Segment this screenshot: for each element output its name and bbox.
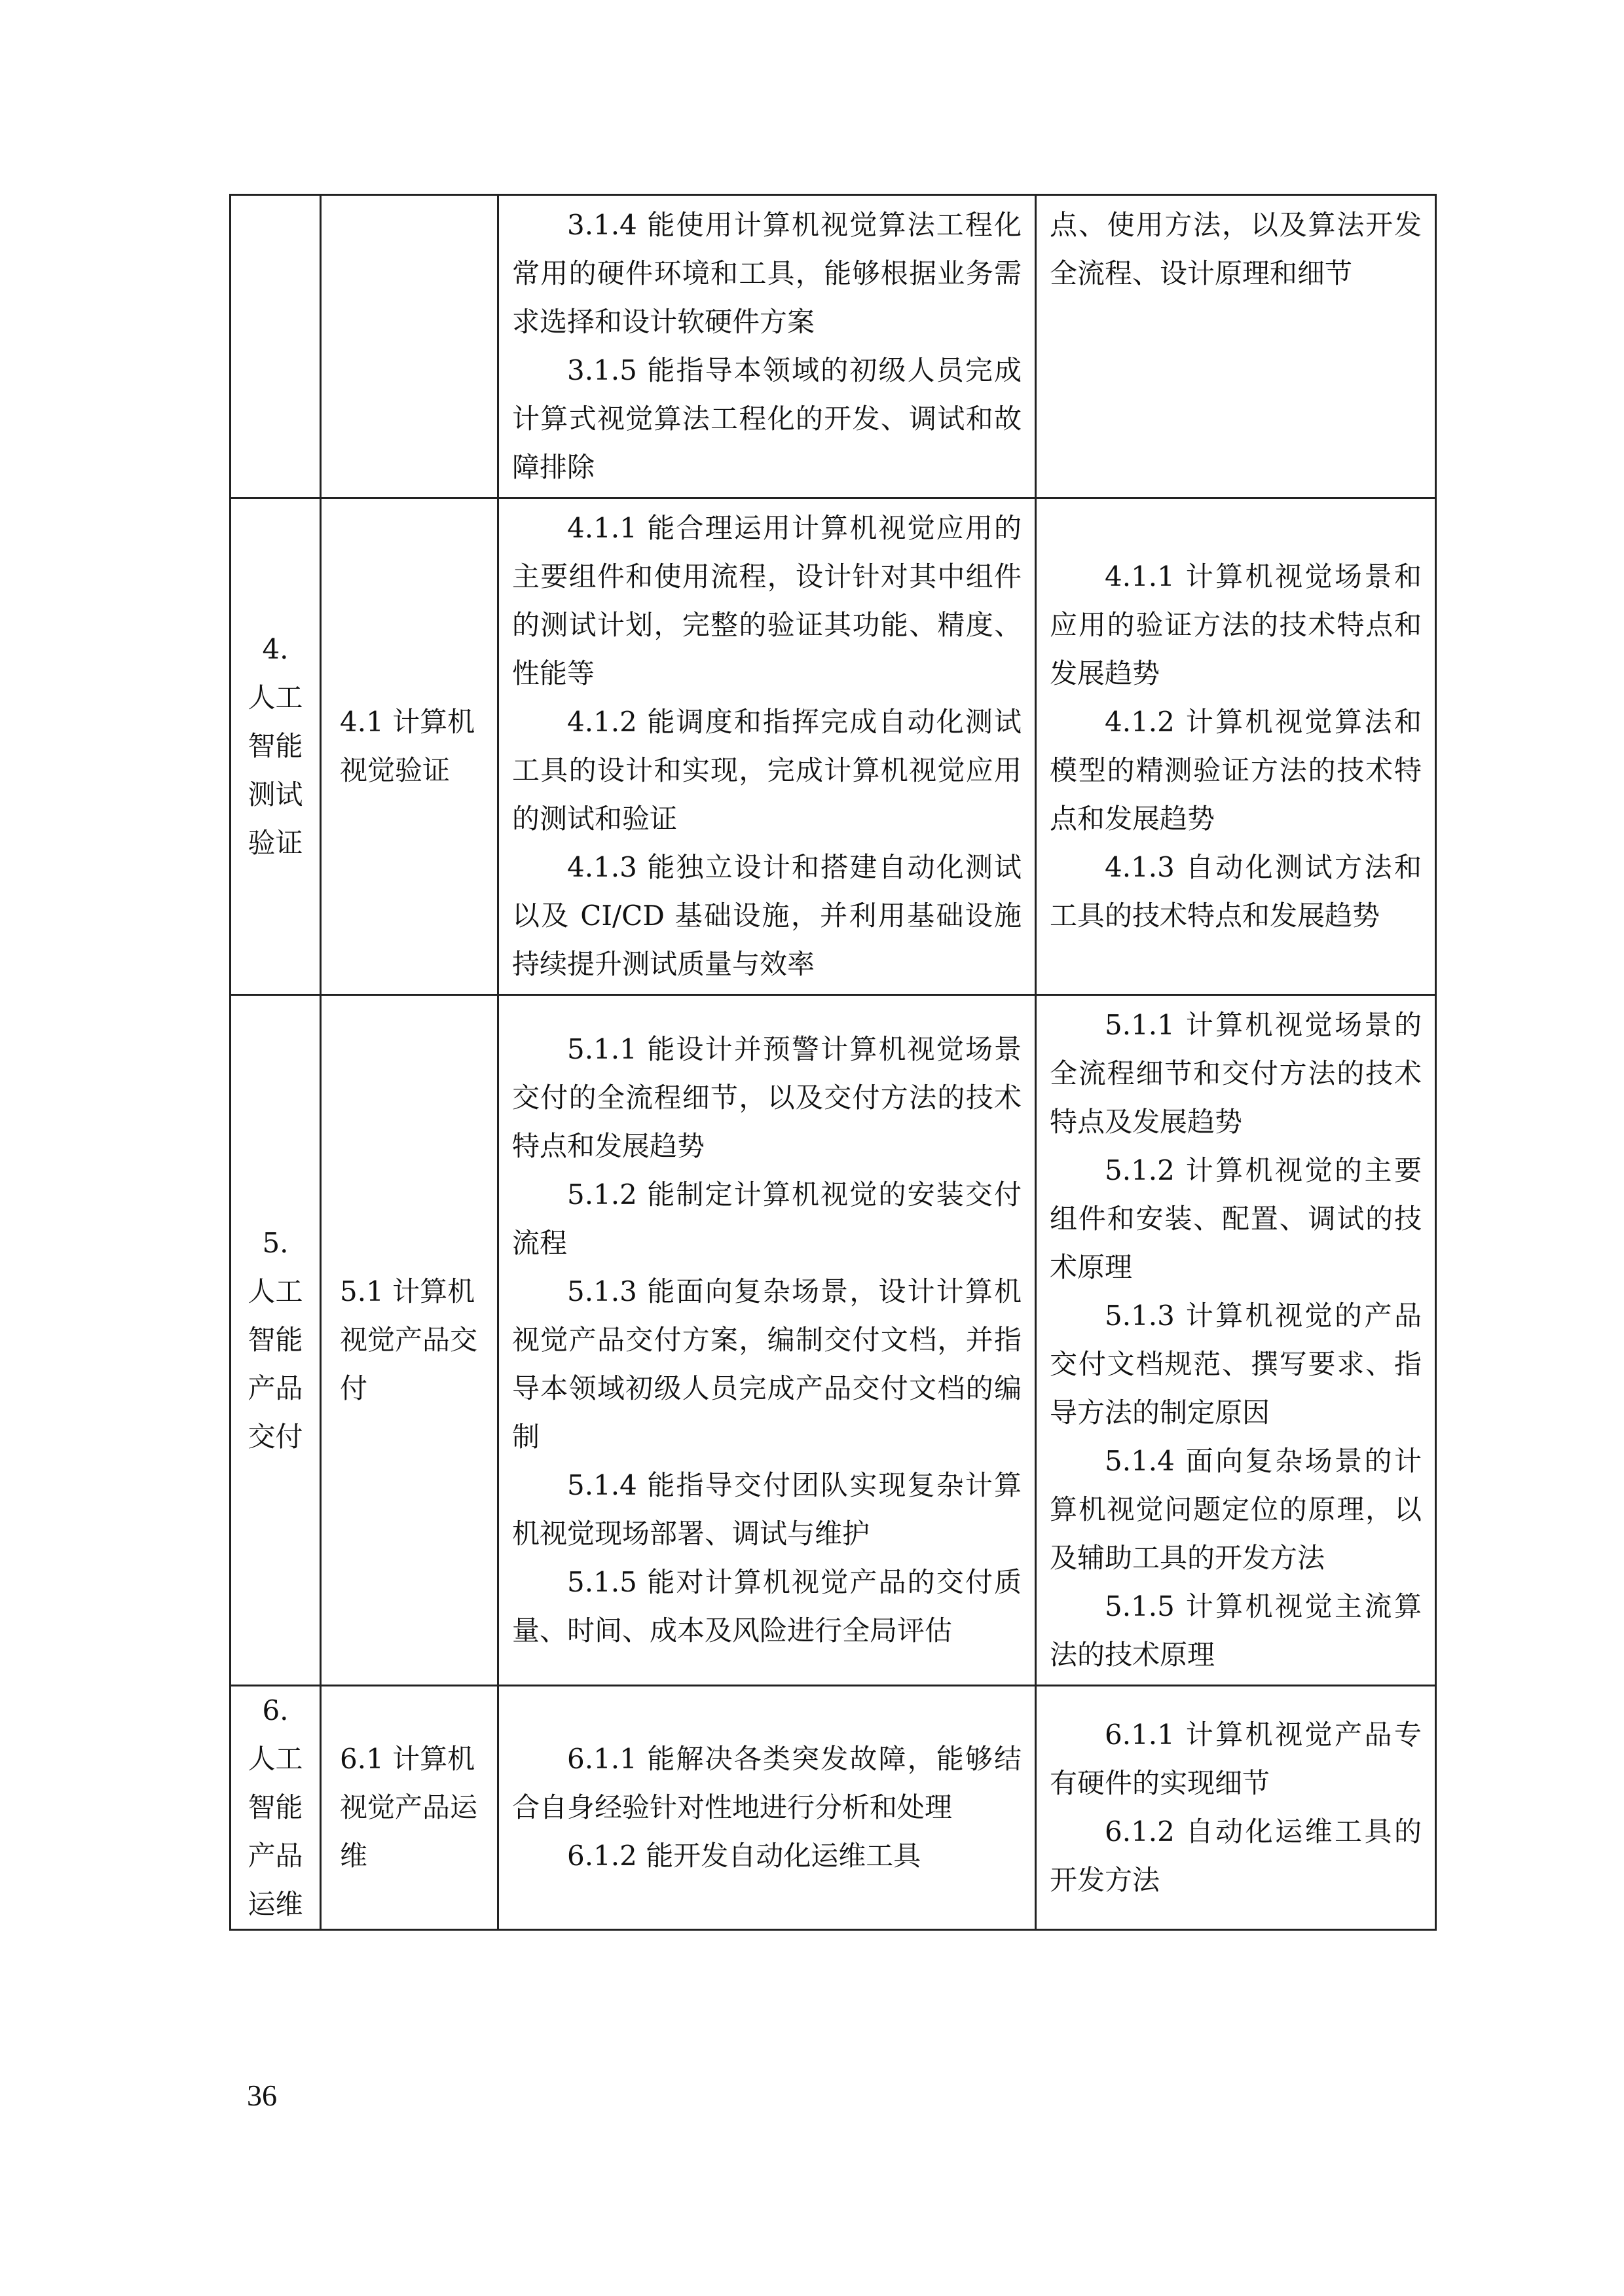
knowledge-item: 点、使用方法，以及算法开发全流程、设计原理和细节 — [1050, 209, 1422, 289]
table-row — [231, 995, 1436, 1686]
unit-cell: 6.1 计算机视觉产品运维 — [321, 1686, 498, 1930]
module-label-line: 运维 — [248, 1888, 303, 1920]
knowledge-cell — [1036, 1686, 1436, 1930]
module-label-line: 人工 — [248, 682, 303, 714]
knowledge-cell — [1036, 498, 1436, 995]
unit-cell — [321, 195, 498, 498]
unit-cell: 5.1 计算机视觉产品交付 — [321, 995, 498, 1686]
knowledge-cell — [1036, 995, 1436, 1686]
skill-item: 4.1.1 能合理运用计算机视觉应用的主要组件和使用流程，设计针对其中组件的测试计划，完整的验证其功能、精度、性能等 — [512, 512, 1022, 689]
skills-cell — [498, 1686, 1036, 1930]
skill-item: 3.1.5 能指导本领域的初级人员完成计算式视觉算法工程化的开发、调试和故障排除 — [512, 354, 1022, 483]
module-label-line: 交付 — [248, 1421, 303, 1453]
module-label-line: 人工 — [248, 1743, 303, 1775]
skill-item: 3.1.4 能使用计算机视觉算法工程化常用的硬件环境和工具，能够根据业务需求选择和设计软硬件方案 — [512, 209, 1022, 338]
knowledge-cell — [1036, 195, 1436, 498]
module-label-line: 智能 — [248, 1791, 303, 1823]
module-label-line: 智能 — [248, 1324, 303, 1356]
module-label-line: 智能 — [248, 730, 303, 762]
skill-item: 4.1.3 能独立设计和搭建自动化测试以及 CI/CD 基础设施，并利用基础设施持续提升测试质量与效率 — [512, 851, 1022, 980]
skill-item: 6.1.1 能解决各类突发故障，能够结合自身经验针对性地进行分析和处理 — [512, 1743, 1022, 1823]
module-cell — [231, 498, 321, 995]
module-cell — [231, 1686, 321, 1930]
knowledge-item: 6.1.2 自动化运维工具的开发方法 — [1050, 1815, 1422, 1896]
skill-item: 6.1.2 能开发自动化运维工具 — [567, 1840, 921, 1872]
module-label-line: 产品 — [248, 1840, 303, 1872]
table-row — [231, 498, 1436, 995]
knowledge-item: 5.1.5 计算机视觉主流算法的技术原理 — [1050, 1590, 1422, 1671]
standards-table — [229, 194, 1437, 1931]
module-label-line: 5. — [262, 1227, 289, 1259]
knowledge-item: 4.1.3 自动化测试方法和工具的技术特点和发展趋势 — [1050, 851, 1422, 932]
knowledge-item: 4.1.2 计算机视觉算法和模型的精测验证方法的技术特点和发展趋势 — [1050, 706, 1422, 835]
module-label-line: 产品 — [248, 1372, 303, 1404]
knowledge-item: 5.1.2 计算机视觉的主要组件和安装、配置、调试的技术原理 — [1050, 1154, 1422, 1283]
module-label-line: 6. — [262, 1694, 289, 1726]
skill-item: 5.1.3 能面向复杂场景，设计计算机视觉产品交付方案，编制交付文档，并指导本领域初级人员完成产品交付文档的编制 — [512, 1275, 1022, 1453]
knowledge-item: 5.1.1 计算机视觉场景的全流程细节和交付方法的技术特点及发展趋势 — [1050, 1009, 1422, 1138]
skills-cell — [498, 995, 1036, 1686]
unit-cell: 4.1 计算机视觉验证 — [321, 498, 498, 995]
knowledge-item: 5.1.3 计算机视觉的产品交付文档规范、撰写要求、指导方法的制定原因 — [1050, 1300, 1422, 1429]
knowledge-item: 5.1.4 面向复杂场景的计算机视觉问题定位的原理，以及辅助工具的开发方法 — [1050, 1445, 1422, 1574]
module-label-line: 人工 — [248, 1275, 303, 1307]
skills-cell — [498, 498, 1036, 995]
skill-item: 5.1.5 能对计算机视觉产品的交付质量、时间、成本及风险进行全局评估 — [512, 1566, 1022, 1647]
module-cell — [231, 195, 321, 498]
knowledge-item: 6.1.1 计算机视觉产品专有硬件的实现细节 — [1050, 1719, 1422, 1799]
module-cell — [231, 995, 321, 1686]
skill-item: 5.1.2 能制定计算机视觉的安装交付流程 — [512, 1178, 1022, 1259]
skill-item: 5.1.4 能指导交付团队实现复杂计算机视觉现场部署、调试与维护 — [512, 1469, 1022, 1550]
table-row — [231, 1686, 1436, 1930]
knowledge-item: 4.1.1 计算机视觉场景和应用的验证方法的技术特点和发展趋势 — [1050, 560, 1422, 689]
skill-item: 5.1.1 能设计并预警计算机视觉场景交付的全流程细节，以及交付方法的技术特点和发展趋势 — [512, 1033, 1022, 1162]
skills-cell — [498, 195, 1036, 498]
table-row — [231, 195, 1436, 498]
module-label-line: 测试 — [248, 778, 303, 811]
skill-item: 4.1.2 能调度和指挥完成自动化测试工具的设计和实现，完成计算机视觉应用的测试和验证 — [512, 706, 1022, 835]
module-label-line: 4. — [262, 633, 289, 665]
module-label-line: 验证 — [248, 827, 303, 859]
page-number: 36 — [247, 2079, 277, 2112]
